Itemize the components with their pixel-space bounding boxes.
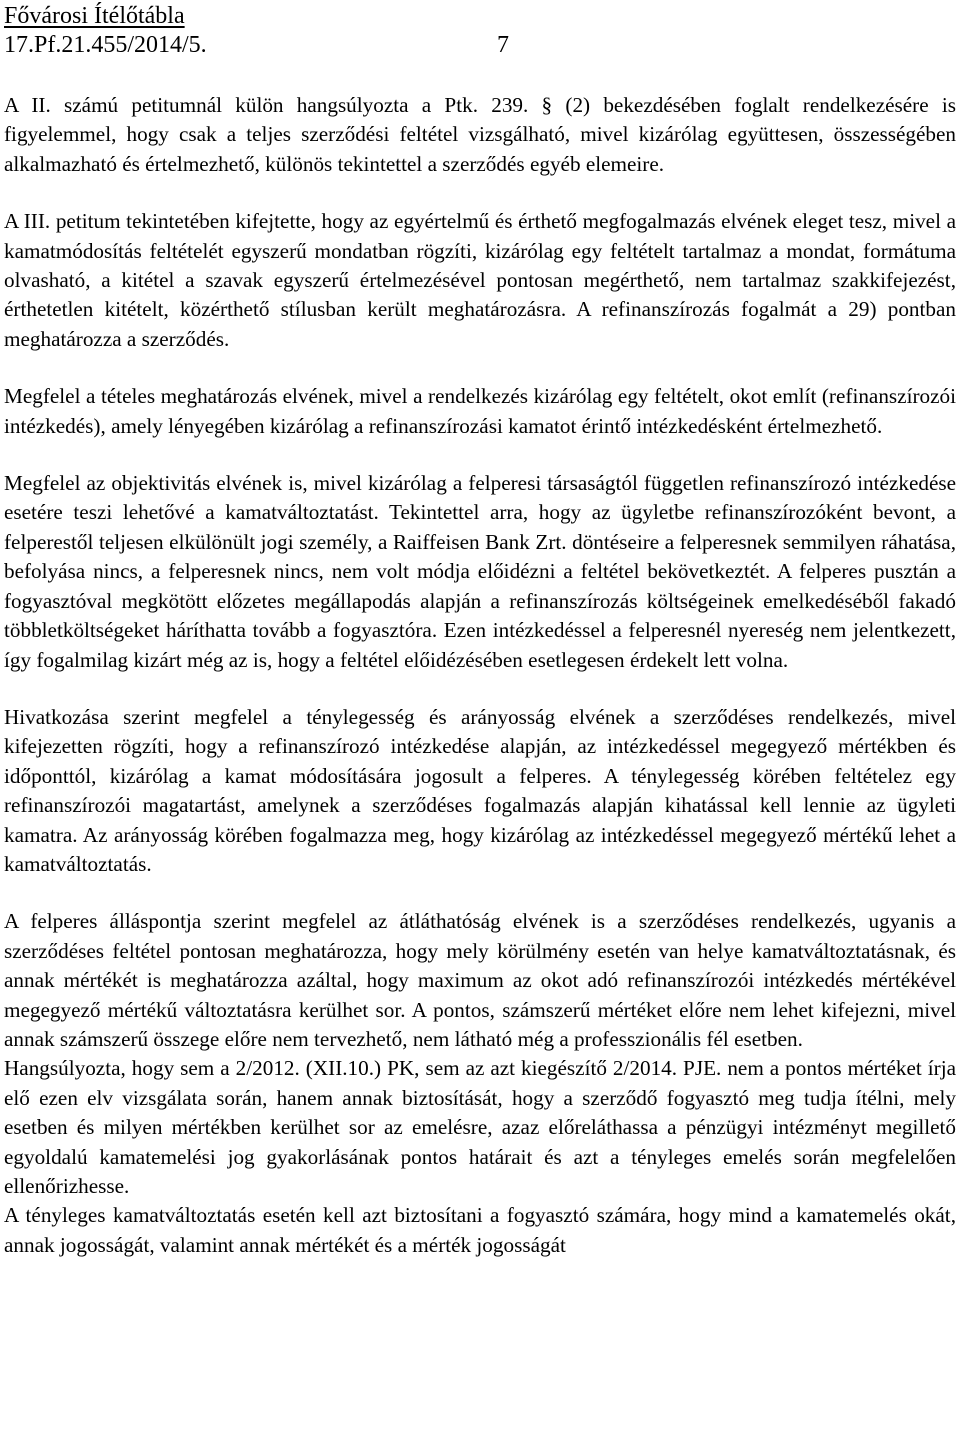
paragraph: A felperes álláspontja szerint megfelel az átláthatóság elvének is a szerződéses rendelkezés, ugyanis a szerződéses feltétel pontosan meghatározza, hogy mely körülmény esetén van helye kamatváltoztatásnak, és annak mértékét is meghatározza azáltal, hogy maximum az okot adó refinanszírozói intézkedés mértékével megegyező mértékű változtatásra kerülhet sor. A pontos, számszerű mértéket előre nem lehet kifejezni, mivel annak számszerű összege előre nem tervezhető, nem látható még a professzionális fél esetben. (4, 909, 956, 1051)
document-page (4, 2, 956, 1260)
paragraph: Megfelel az objektivitás elvének is, mivel kizárólag a felperesi társaságtól független refinanszírozó intézkedése esetére teszi lehetővé a kamatváltoztatást. Tekintettel arra, hogy az ügyletbe refinanszírozóként bevont, a felperestől teljesen elkülönült jogi személy, a Raiffeisen Bank Zrt. döntéseire a felperesnek semmilyen ráhatása, befolyása nincs, a felperesnek nincs, nem volt módja előidézni a feltétel bekövetkeztét. A felperes pusztán a fogyasztóval megkötött előzetes megállapodás alapján a refinanszírozás költségeinek emelkedéséből fakadó többletköltségeket háríthatta tovább a fogyasztóra. Ezen intézkedéssel a felperesnél nyereség nem jelentkezett, így fogalmilag kizárt még az is, hogy a feltétel előidézésében esetlegesen érdekelt lett volna. (4, 471, 956, 672)
paragraph: Megfelel a tételes meghatározás elvének, mivel a rendelkezés kizárólag egy feltételt, okot említ (refinanszírozói intézkedés), amely lényegében kizárólag a refinanszírozási kamatot érintő intézkedésként értelmezhető. (4, 384, 956, 438)
paragraph: A II. számú petitumnál külön hangsúlyozta a Ptk. 239. § (2) bekezdésében foglalt rendelkezésére is figyelemmel, hogy csak a teljes szerződési feltétel vizsgálható, mivel kizárólag együttesen, összességében alkalmazható és értelmezhető, különös tekintettel a szerződés egyéb elemeire. (4, 93, 956, 176)
court-name: Fővárosi Ítélőtábla (4, 3, 185, 29)
page-number: 7 (497, 32, 509, 58)
paragraph: Hivatkozása szerint megfelel a ténylegesség és arányosság elvének a szerződéses rendelkezés, mivel kifejezetten rögzíti, hogy a refinanszírozó intézkedése alapján, az intézkedéssel megegyező mértékben és időponttól, kizárólag a kamat módosítására jogosult a felperes. A ténylegesség körében feltételez egy refinanszírozói magatartást, amelynek a szerződéses fogalmazás alapján kihatással kell lennie az ügyleti kamatra. Az arányosság körében fogalmazza meg, hogy kizárólag az intézkedéssel megegyező mértékű lehet a kamatváltoztatás. (4, 704, 956, 876)
case-reference-line (4, 31, 956, 60)
paragraph: A III. petitum tekintetében kifejtette, hogy az egyértelmű és érthető megfogalmazás elvének eleget tesz, mivel a kamatmódosítás feltételét egyszerű mondatban rögzíti, kizárólag egy feltételt tartalmaz a mondat, formátuma olvasható, a kitétel a szavak egyszerű értelmezésével pontosan megérthető, nem tartalmaz szakkifejezést, érthetetlen kitételt, közérthető stílusban került meghatározásra. A refinanszírozás fogalmát a 29) pontban meghatározza a szerződés. (4, 209, 956, 351)
paragraph: Hangsúlyozta, hogy sem a 2/2012. (XII.10.) PK, sem az azt kiegészítő 2/2014. PJE. nem a pontos mértéket írja elő ezen elv vizsgálata során, hanem annak biztosítását, hogy a szerződő fogyasztó meg tudja ítélni, mely esetben és milyen mértékben kerülhet sor az emelésre, azaz előreláthassa a pénzügyi intézményt megillető egyoldalú kamatemelési jog gyakorlásának pontos határait és azt a tényleges emelés során megfelelően ellenőrizhesse. (4, 1056, 956, 1198)
document-body (4, 91, 956, 1260)
document-header (4, 2, 956, 60)
paragraph: A tényleges kamatváltoztatás esetén kell azt biztosítani a fogyasztó számára, hogy mind a kamatemelés okát, annak jogosságát, valamint annak mértékét és a mérték jogosságát (4, 1203, 956, 1257)
case-number: 17.Pf.21.455/2014/5. (4, 32, 207, 58)
